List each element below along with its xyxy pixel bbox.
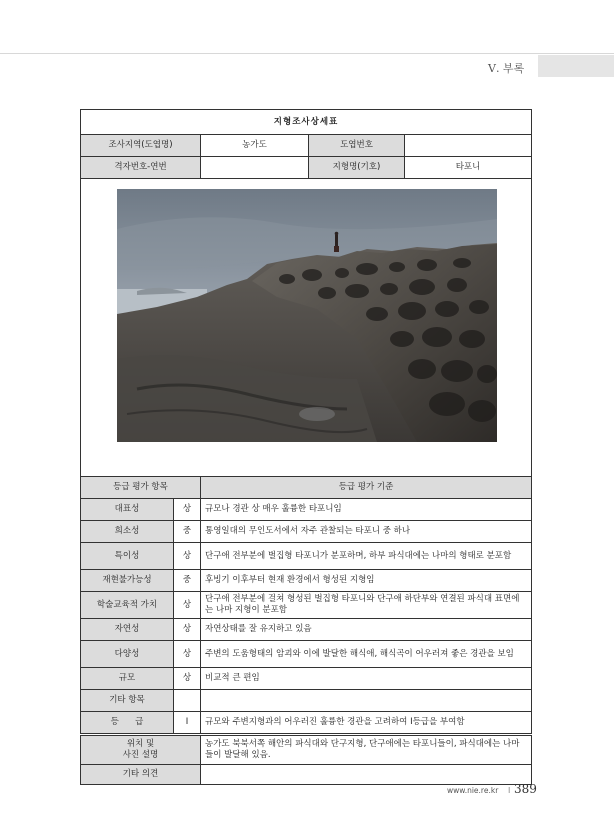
section-tab [538, 55, 614, 77]
eval-item: 기타 항목 [81, 690, 174, 712]
location-label: 위치 및 사진 설명 [81, 735, 201, 765]
eval-row [81, 668, 532, 690]
eval-row [81, 619, 532, 641]
survey-area-value: 농가도 [201, 135, 309, 157]
eval-item: 희소성 [81, 521, 174, 543]
eval-criteria: 단구애 전부분에 벌집형 타포니가 분포하며, 하부 파식대에는 나마의 형태로 분포함 [201, 543, 532, 570]
landform-name-value: 타포니 [405, 157, 532, 179]
eval-criteria: 주변의 도움형태의 암괴와 이에 발달한 해식애, 해식곡이 어우러져 좋은 경관을 보임 [201, 641, 532, 668]
eval-criteria: 통영일대의 무인도서에서 자주 관찰되는 타포니 중 하나 [201, 521, 532, 543]
eval-item: 학술교육적 가치 [81, 592, 174, 619]
eval-grade: 상 [174, 592, 201, 619]
survey-form-table [80, 109, 532, 785]
other-opinion-text [201, 765, 532, 785]
section-label: Ⅴ. 부록 [488, 62, 525, 75]
survey-area-label: 조사지역(도엽명) [81, 135, 201, 157]
map-number-label: 도엽번호 [309, 135, 405, 157]
eval-criteria-header: 등급 평가 기준 [201, 477, 532, 499]
landform-name-label: 지형명(기호) [309, 157, 405, 179]
grid-number-label: 격자번호-연번 [81, 157, 201, 179]
eval-item: 규모 [81, 668, 174, 690]
eval-grade: Ⅰ [174, 712, 201, 735]
eval-criteria: 단구애 전부분에 걸쳐 형성된 벌집형 타포니와 단구애 하단부와 연결된 파식대 표면에는 나마 지형이 분포함 [201, 592, 532, 619]
eval-row [81, 592, 532, 619]
footer-url: www.nie.re.kr [447, 786, 499, 795]
eval-row [81, 641, 532, 668]
eval-criteria: 비교적 큰 편임 [201, 668, 532, 690]
eval-row [81, 570, 532, 592]
eval-grade: 상 [174, 668, 201, 690]
eval-row [81, 499, 532, 521]
eval-item-header: 등급 평가 항목 [81, 477, 201, 499]
eval-item: 등 급 [81, 712, 174, 735]
eval-grade: 중 [174, 521, 201, 543]
eval-grade: 중 [174, 570, 201, 592]
eval-row [81, 543, 532, 570]
eval-grade: 상 [174, 543, 201, 570]
landform-photo [117, 189, 497, 442]
eval-criteria: 자연상태를 잘 유지하고 있음 [201, 619, 532, 641]
eval-item: 재현불가능성 [81, 570, 174, 592]
eval-grade [174, 690, 201, 712]
eval-row [81, 521, 532, 543]
map-number-value [405, 135, 532, 157]
eval-criteria: 규모나 경관 상 매우 훌륭한 타포니임 [201, 499, 532, 521]
location-text: 농가도 북북서쪽 해안의 파식대와 단구지형, 단구애에는 타포니들이, 파식대에는 나마들이 발달해 있음. [201, 735, 532, 765]
eval-item: 대표성 [81, 499, 174, 521]
header-rule [0, 53, 614, 54]
photo-cell [81, 179, 532, 477]
other-opinion-label: 기타 의견 [81, 765, 201, 785]
page-number: 389 [514, 782, 537, 796]
eval-grade: 상 [174, 499, 201, 521]
eval-row [81, 690, 532, 712]
eval-grade: 상 [174, 641, 201, 668]
eval-item: 다양성 [81, 641, 174, 668]
eval-item: 특이성 [81, 543, 174, 570]
eval-item: 자연성 [81, 619, 174, 641]
eval-criteria: 후빙기 이후부터 현재 환경에서 형성된 지형임 [201, 570, 532, 592]
eval-grade: 상 [174, 619, 201, 641]
footer-separator: I [508, 786, 511, 795]
eval-row [81, 712, 532, 735]
form-title: 지형조사상세표 [81, 110, 532, 135]
eval-criteria: 규모와 주변지형과의 어우러진 훌륭한 경관을 고려하여 Ⅰ등급을 부여함 [201, 712, 532, 735]
grid-number-value [201, 157, 309, 179]
eval-criteria [201, 690, 532, 712]
